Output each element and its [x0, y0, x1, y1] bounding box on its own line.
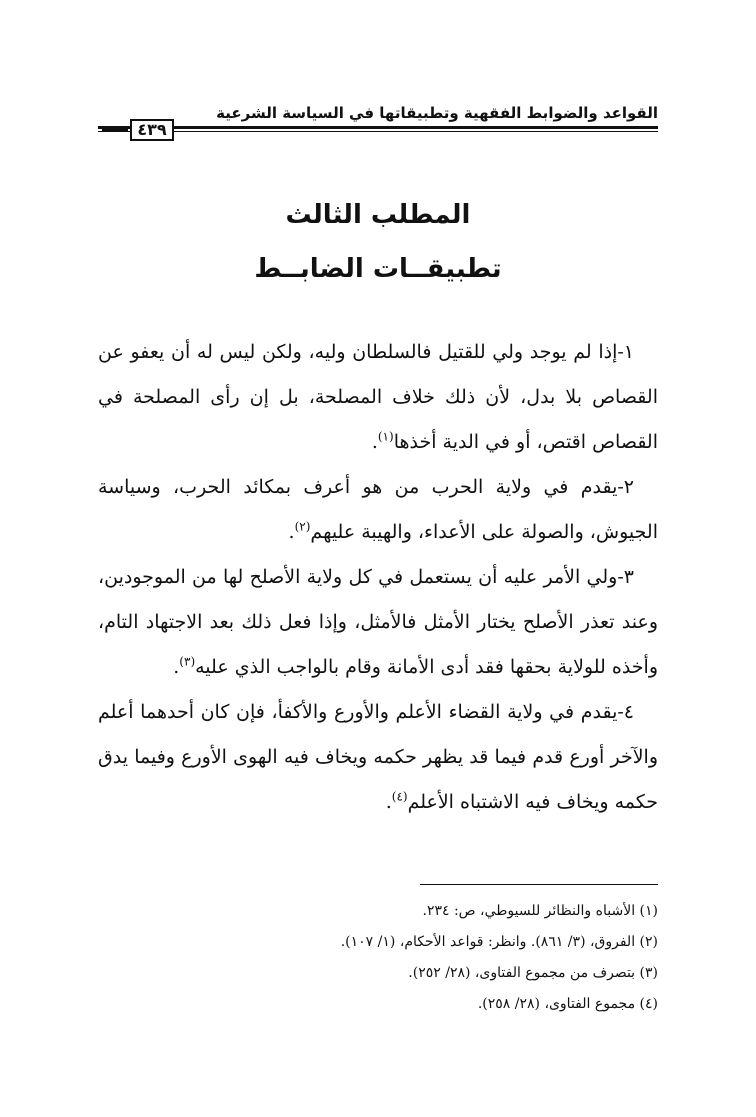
footnote-separator — [420, 884, 658, 885]
section-title: المطلب الثالث — [285, 200, 471, 230]
page-number: ٤٣٩ — [130, 119, 174, 141]
footnote-2: (٢) الفروق، (٣/ ٨٦١). وانظر: قواعد الأحكام، (١/ ١٠٧). — [340, 934, 658, 950]
section-subtitle: تطبيقــات الضابــط — [254, 254, 502, 284]
footnote-1: (١) الأشباه والنظائر للسيوطي، ص: ٢٣٤. — [422, 903, 658, 919]
footnote-ref-2[interactable]: (٢) — [294, 519, 311, 534]
paragraph-2: ٢-يقدم في ولاية الحرب من هو أعرف بمكائد الحرب، وسياسة الجيوش، والصولة على الأعداء، والهيبة عليهم$^{(٢)}$. — [98, 476, 658, 543]
footnote-ref-3[interactable]: (٣) — [179, 654, 196, 669]
body-text — [98, 330, 658, 825]
header-rule-thick — [98, 126, 658, 129]
running-title: القواعد والضوابط الفقهية وتطبيقاتها في السياسة الشرعية — [216, 104, 658, 122]
page-number-dash — [102, 128, 128, 131]
header-rule-thin — [98, 131, 658, 132]
footnotes — [98, 896, 658, 1020]
footnote-ref-1[interactable]: (١) — [377, 429, 394, 444]
footnote-ref-4[interactable]: (٤) — [391, 789, 408, 804]
paragraph-4: ٤-يقدم في ولاية القضاء الأعلم والأورع والأكفأ، فإن كان أحدهما أعلم والآخر أورع قدم فيما قد يظهر حكمه ويخاف فيه الهوى الأورع وفيما يدق حكمه ويخاف فيه الاشتباه الأعلم$^{(٤)}$. — [98, 701, 658, 813]
footnote-3: (٣) بتصرف من مجموع الفتاوى، (٢٨/ ٢٥٢). — [408, 965, 658, 981]
paragraph-1: ١-إذا لم يوجد ولي للقتيل فالسلطان وليه، ولكن ليس له أن يعفو عن القصاص بلا بدل، لأن ذلك خلاف المصلحة، بل إن رأى المصلحة في القصاص اقتص، أو في الدية أخذها$^{(١)}$. — [98, 341, 658, 453]
footnote-4: (٤) مجموع الفتاوى، (٢٨/ ٢٥٨). — [477, 996, 658, 1012]
paragraph-3: ٣-ولي الأمر عليه أن يستعمل في كل ولاية الأصلح لها من الموجودين، وعند تعذر الأصلح يختار الأمثل فالأمثل، وإذا فعل ذلك بعد الاجتهاد التام، وأخذه للولاية بحقها فقد أدى الأمانة وقام بالواجب الذي عليه$^{(٣)}$. — [98, 566, 658, 678]
